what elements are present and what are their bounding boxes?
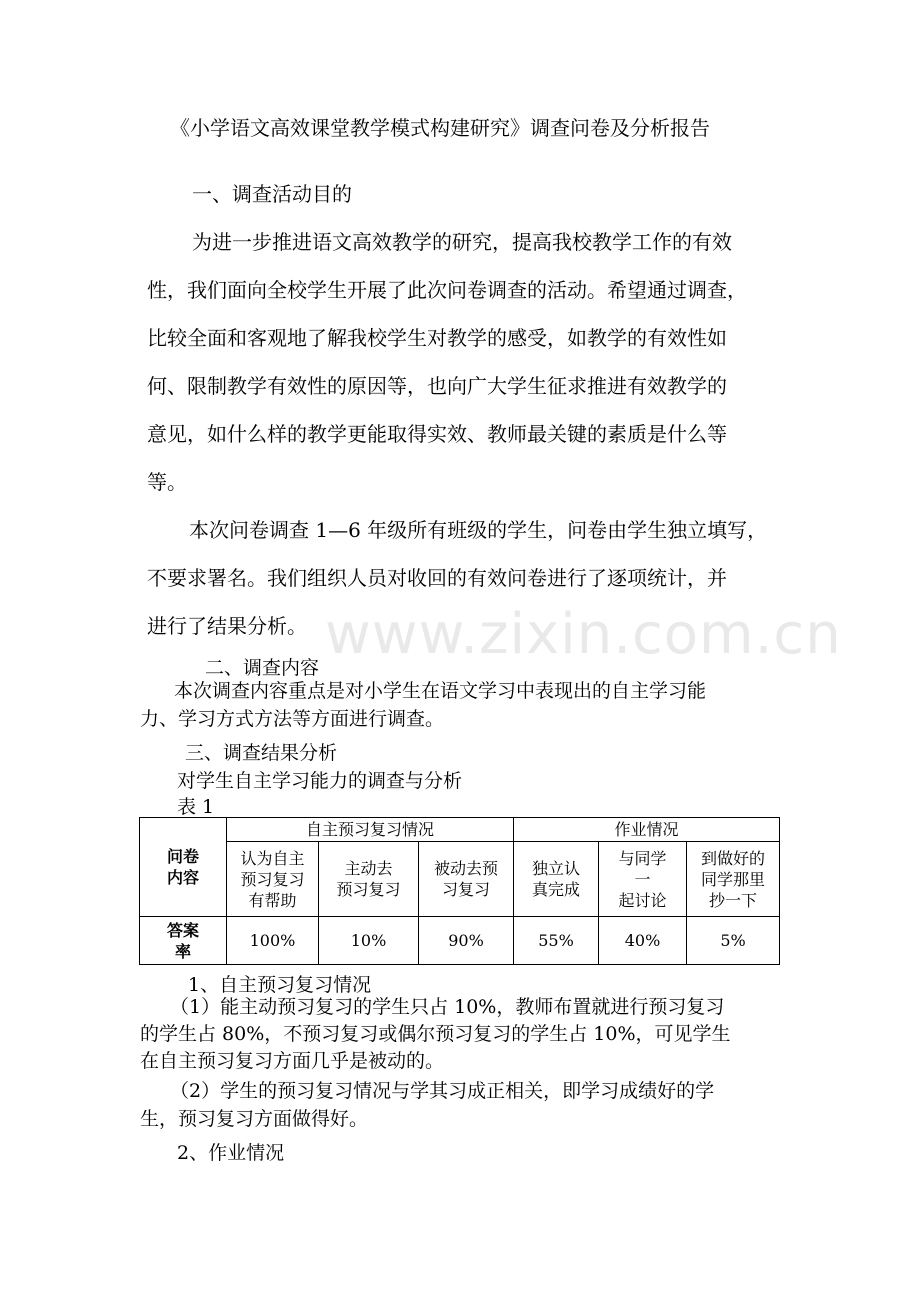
column-header: 认为自主 预习复习 有帮助 (227, 842, 319, 917)
watermark: www.zixin.com.cn (325, 602, 842, 667)
paragraph-line: 在自主预习复习方面几乎是被动的。 (140, 1050, 445, 1072)
group-header-preview: 自主预习复习情况 (227, 818, 514, 842)
subsection-heading-preview: 1、自主预习复习情况 (188, 974, 372, 996)
paragraph-line: 生，预习复习方面做得好。 (140, 1108, 369, 1130)
section-heading-content: 二、调查内容 (205, 657, 320, 679)
paragraph-line: 等。 (147, 470, 187, 494)
column-header: 与同学 一 起讨论 (599, 842, 687, 917)
paragraph-line: 比较全面和客观地了解我校学生对教学的感受，如教学的有效性如 (147, 326, 727, 350)
paragraph-line: 力、学习方式方法等方面进行调查。 (140, 708, 445, 730)
section-heading-results: 三、调查结果分析 (185, 742, 338, 764)
paragraph-line: （1）能主动预习复习的学生只占 10%，教师布置就进行预习复习 (170, 996, 725, 1018)
column-header: 独立认 真完成 (514, 842, 599, 917)
paragraph-line: 进行了结果分析。 (147, 614, 307, 638)
section-heading-purpose: 一、调查活动目的 (192, 182, 352, 206)
row-header-cell: 问卷 内容 (140, 818, 227, 917)
table-value-cell: 90% (419, 917, 514, 965)
table-value-cell: 5% (687, 917, 780, 965)
paragraph-line: 本次问卷调查 1—6 年级所有班级的学生，问卷由学生独立填写， (189, 518, 768, 542)
group-header-homework: 作业情况 (514, 818, 780, 842)
survey-table (139, 817, 780, 965)
column-header: 到做好的 同学那里 抄一下 (687, 842, 780, 917)
paragraph-line: 的学生占 80%，不预习复习或偶尔预习复习的学生占 10%，可见学生 (140, 1023, 731, 1045)
table-value-cell: 10% (319, 917, 419, 965)
paragraph-line: 为进一步推进语文高效教学的研究，提高我校教学工作的有效 (192, 230, 732, 254)
rate-label-cell: 答案 率 (140, 917, 227, 965)
document-title: 《小学语文高效课堂教学模式构建研究》调查问卷及分析报告 (170, 116, 710, 140)
table-value-cell: 40% (599, 917, 687, 965)
table-caption: 表 1 (177, 796, 215, 818)
paragraph-line: 本次调查内容重点是对小学生在语文学习中表现出的自主学习能 (174, 680, 707, 702)
table-value-cell: 100% (227, 917, 319, 965)
table-value-cell: 55% (514, 917, 599, 965)
subsection-heading-homework: 2、作业情况 (177, 1142, 285, 1164)
column-header: 主动去 预习复习 (319, 842, 419, 917)
paragraph-line: 不要求署名。我们组织人员对收回的有效问卷进行了逐项统计，并 (147, 566, 727, 590)
paragraph-line: 何、限制教学有效性的原因等，也向广大学生征求推进有效教学的 (147, 374, 727, 398)
subheading: 对学生自主学习能力的调查与分析 (177, 770, 463, 792)
paragraph-line: 性，我们面向全校学生开展了此次问卷调查的活动。希望通过调查， (147, 278, 747, 302)
paragraph-line: 意见，如什么样的教学更能取得实效、教师最关键的素质是什么等 (147, 422, 727, 446)
paragraph-line: （2）学生的预习复习情况与学其习成正相关，即学习成绩好的学 (170, 1080, 715, 1102)
column-header: 被动去预 习复习 (419, 842, 514, 917)
